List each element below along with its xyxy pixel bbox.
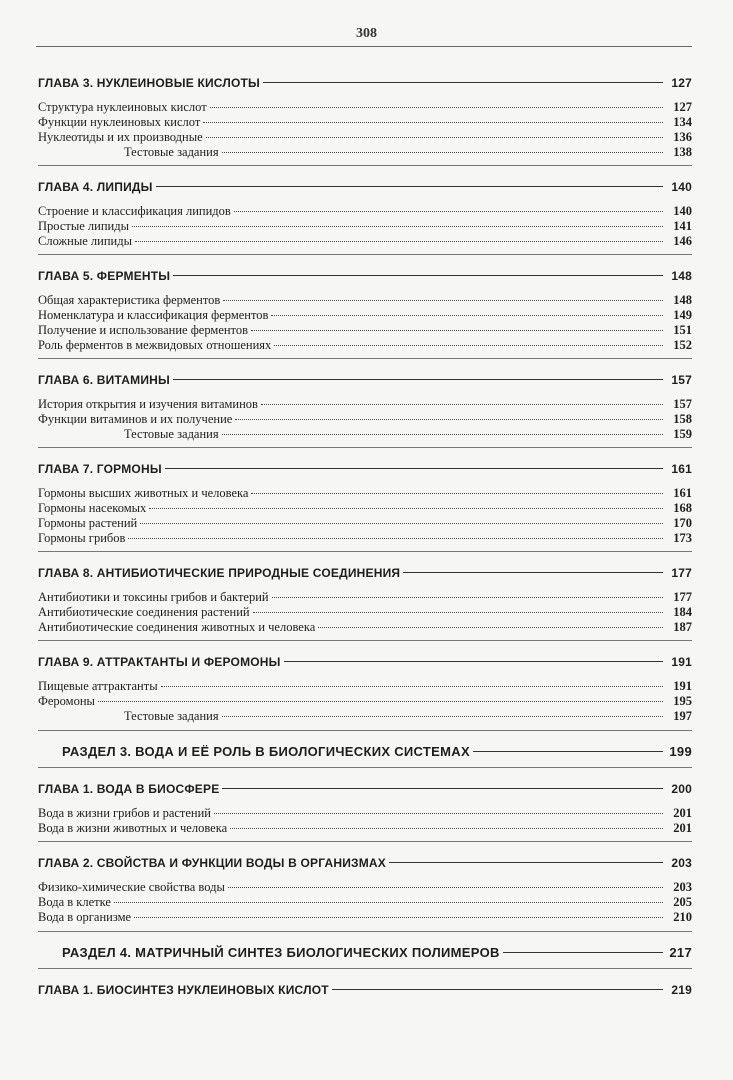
chapter-divider xyxy=(38,551,692,552)
toc-entry[interactable] xyxy=(38,880,692,895)
toc-title: ГЛАВА 7. ГОРМОНЫ xyxy=(38,462,162,476)
leader-dots xyxy=(223,300,663,301)
leader-dots xyxy=(222,434,663,435)
toc-page-number: 151 xyxy=(673,323,692,337)
toc-page-number: 195 xyxy=(673,694,692,708)
leader-dots xyxy=(263,82,663,83)
toc-title: ГЛАВА 5. ФЕРМЕНТЫ xyxy=(38,269,171,283)
spacer xyxy=(38,961,692,963)
toc-title: Тестовые задания xyxy=(124,145,219,159)
leader-dots xyxy=(332,989,663,990)
toc-test[interactable] xyxy=(38,427,692,442)
toc-group xyxy=(38,373,692,442)
toc-entry[interactable] xyxy=(38,590,692,605)
spacer xyxy=(38,388,692,397)
toc-chapter[interactable] xyxy=(38,462,692,477)
toc-title: Гормоны растений xyxy=(38,516,138,530)
toc-group xyxy=(38,76,692,160)
leader-dots xyxy=(271,315,663,316)
toc-entry[interactable] xyxy=(38,130,692,145)
toc-chapter[interactable] xyxy=(38,76,692,91)
toc-page-number: 136 xyxy=(673,130,692,144)
toc-page-number: 146 xyxy=(673,234,692,248)
toc-group xyxy=(38,655,692,762)
toc-group xyxy=(38,462,692,546)
toc-chapter[interactable] xyxy=(38,782,692,797)
leader-dots xyxy=(222,788,663,789)
chapter-divider xyxy=(38,165,692,166)
toc-page-number: 170 xyxy=(673,516,692,530)
toc-title: Тестовые задания xyxy=(124,427,219,441)
toc-test[interactable] xyxy=(38,709,692,724)
toc-title: Гормоны высших животных и человека xyxy=(38,486,249,500)
leader-dots xyxy=(134,917,663,918)
chapter-divider xyxy=(38,447,692,448)
toc-page-number: 199 xyxy=(669,744,692,759)
leader-dots xyxy=(114,902,663,903)
leader-dots xyxy=(161,686,663,687)
chapter-divider xyxy=(38,841,692,842)
leader-dots xyxy=(503,952,663,953)
toc-entry[interactable] xyxy=(38,910,692,925)
toc-chapter[interactable] xyxy=(38,373,692,388)
leader-dots xyxy=(251,330,663,331)
toc-title: Получение и использование ферментов xyxy=(38,323,249,337)
toc-title: Вода в клетке xyxy=(38,895,111,909)
header-rule xyxy=(36,46,692,47)
toc-page-number: 127 xyxy=(673,100,692,114)
spacer xyxy=(38,797,692,806)
toc-page-number: 158 xyxy=(673,412,692,426)
toc-entry[interactable] xyxy=(38,486,692,501)
toc-title: Строение и классификация липидов xyxy=(38,204,231,218)
toc-page-number: 184 xyxy=(673,605,692,619)
toc-entry[interactable] xyxy=(38,531,692,546)
toc-page-number: 157 xyxy=(673,397,692,411)
toc-title: История открытия и изучения витаминов xyxy=(38,397,258,411)
toc-title: ГЛАВА 6. ВИТАМИНЫ xyxy=(38,373,170,387)
toc-page-number: 187 xyxy=(673,620,692,634)
toc-page-number: 191 xyxy=(673,679,692,693)
toc-entry[interactable] xyxy=(38,100,692,115)
toc-page-number: 148 xyxy=(671,269,692,283)
leader-dots xyxy=(132,226,663,227)
leader-dots xyxy=(156,186,663,187)
toc-group xyxy=(38,983,692,1007)
spacer xyxy=(38,284,692,293)
toc-entry[interactable] xyxy=(38,605,692,620)
toc-page-number: 191 xyxy=(671,655,692,669)
toc-title: Антибиотические соединения животных и человека xyxy=(38,620,316,634)
toc-page-number: 177 xyxy=(671,566,692,580)
leader-dots xyxy=(222,152,663,153)
toc-entry[interactable] xyxy=(38,234,692,249)
toc-title: Функции нуклеиновых кислот xyxy=(38,115,201,129)
leader-dots xyxy=(135,241,663,242)
leader-dots xyxy=(272,597,663,598)
toc-title: Вода в жизни грибов и растений xyxy=(38,806,211,820)
chapter-divider xyxy=(38,968,692,969)
toc-entry[interactable] xyxy=(38,501,692,516)
leader-dots xyxy=(210,107,663,108)
toc-title: ГЛАВА 9. АТТРАКТАНТЫ И ФЕРОМОНЫ xyxy=(38,655,281,669)
toc-entry[interactable] xyxy=(38,516,692,531)
leader-dots xyxy=(222,716,663,717)
toc-title: Простые липиды xyxy=(38,219,129,233)
toc-page-number: 159 xyxy=(673,427,692,441)
toc-entry[interactable] xyxy=(38,397,692,412)
toc-entry[interactable] xyxy=(38,620,692,635)
toc-group xyxy=(38,566,692,635)
toc-title: Антибиотики и токсины грибов и бактерий xyxy=(38,590,269,604)
section-divider xyxy=(38,931,692,932)
toc-test[interactable] xyxy=(38,145,692,160)
toc-title: ГЛАВА 4. ЛИПИДЫ xyxy=(38,180,153,194)
toc-page-number: 152 xyxy=(673,338,692,352)
toc-title: Роль ферментов в межвидовых отношениях xyxy=(38,338,272,352)
toc-title: ГЛАВА 1. БИОСИНТЕЗ НУКЛЕИНОВЫХ КИСЛОТ xyxy=(38,983,329,997)
spacer xyxy=(38,871,692,880)
leader-dots xyxy=(274,345,663,346)
toc-title: РАЗДЕЛ 4. МАТРИЧНЫЙ СИНТЕЗ БИОЛОГИЧЕСКИХ ПОЛИМЕРОВ xyxy=(62,945,500,960)
section-divider xyxy=(38,730,692,731)
leader-dots xyxy=(284,661,663,662)
toc-entry[interactable] xyxy=(38,694,692,709)
spacer xyxy=(38,477,692,486)
toc-entry[interactable] xyxy=(38,895,692,910)
toc-page-number: 141 xyxy=(673,219,692,233)
toc-title: ГЛАВА 2. СВОЙСТВА И ФУНКЦИИ ВОДЫ В ОРГАНИЗМАХ xyxy=(38,856,387,870)
toc-page-number: 205 xyxy=(673,895,692,909)
toc-page-number: 201 xyxy=(673,806,692,820)
toc-chapter[interactable] xyxy=(38,983,692,998)
toc-title: ГЛАВА 1. ВОДА В БИОСФЕРЕ xyxy=(38,782,220,796)
toc-title: ГЛАВА 8. АНТИБИОТИЧЕСКИЕ ПРИРОДНЫЕ СОЕДИНЕНИЯ xyxy=(38,566,401,580)
toc-chapter[interactable] xyxy=(38,566,692,581)
toc-group xyxy=(38,782,692,836)
leader-dots xyxy=(389,862,663,863)
leader-dots xyxy=(318,627,663,628)
chapter-divider xyxy=(38,767,692,768)
toc-title: Вода в организме xyxy=(38,910,132,924)
table-of-contents xyxy=(38,76,692,1007)
toc-page-number: 197 xyxy=(673,709,692,723)
leader-dots xyxy=(214,813,663,814)
leader-dots xyxy=(140,523,663,524)
toc-entry[interactable] xyxy=(38,412,692,427)
toc-title: Вода в жизни животных и человека xyxy=(38,821,228,835)
chapter-divider xyxy=(38,358,692,359)
spacer xyxy=(38,195,692,204)
toc-page-number: 140 xyxy=(671,180,692,194)
leader-dots xyxy=(253,612,663,613)
toc-title: ГЛАВА 3. НУКЛЕИНОВЫЕ КИСЛОТЫ xyxy=(38,76,261,90)
chapter-divider xyxy=(38,254,692,255)
toc-title: Функции витаминов и их получение xyxy=(38,412,233,426)
leader-dots xyxy=(228,887,663,888)
spacer xyxy=(38,670,692,679)
toc-group xyxy=(38,180,692,249)
toc-group xyxy=(38,856,692,963)
toc-page-number: 161 xyxy=(671,462,692,476)
toc-title: Гормоны насекомых xyxy=(38,501,147,515)
leader-dots xyxy=(473,751,663,752)
leader-dots xyxy=(203,122,663,123)
spacer xyxy=(38,91,692,100)
toc-title: Физико-химические свойства воды xyxy=(38,880,225,894)
toc-page-number: 201 xyxy=(673,821,692,835)
toc-entry[interactable] xyxy=(38,338,692,353)
leader-dots xyxy=(173,275,663,276)
toc-section[interactable] xyxy=(38,743,692,760)
toc-page-number: 134 xyxy=(673,115,692,129)
toc-title: Тестовые задания xyxy=(124,709,219,723)
toc-page-number: 203 xyxy=(671,856,692,870)
toc-chapter[interactable] xyxy=(38,180,692,195)
toc-page-number: 200 xyxy=(671,782,692,796)
toc-page-number: 219 xyxy=(671,983,692,997)
leader-dots xyxy=(230,828,663,829)
toc-page-number: 217 xyxy=(669,945,692,960)
toc-page-number: 161 xyxy=(673,486,692,500)
toc-page-number: 148 xyxy=(673,293,692,307)
leader-dots xyxy=(149,508,663,509)
toc-title: Антибиотические соединения растений xyxy=(38,605,250,619)
toc-title: РАЗДЕЛ 3. ВОДА И ЕЁ РОЛЬ В БИОЛОГИЧЕСКИХ СИСТЕМАХ xyxy=(62,744,470,759)
leader-dots xyxy=(173,379,663,380)
toc-chapter[interactable] xyxy=(38,269,692,284)
toc-page-number: 149 xyxy=(673,308,692,322)
leader-dots xyxy=(128,538,663,539)
toc-chapter[interactable] xyxy=(38,655,692,670)
leader-dots xyxy=(165,468,663,469)
toc-page-number: 168 xyxy=(673,501,692,515)
toc-page-number: 177 xyxy=(673,590,692,604)
toc-group xyxy=(38,269,692,353)
toc-entry[interactable] xyxy=(38,821,692,836)
toc-title: Структура нуклеиновых кислот xyxy=(38,100,207,114)
chapter-divider xyxy=(38,640,692,641)
toc-page-number: 138 xyxy=(673,145,692,159)
leader-dots xyxy=(235,419,663,420)
toc-title: Пищевые аттрактанты xyxy=(38,679,158,693)
toc-title: Сложные липиды xyxy=(38,234,132,248)
spacer xyxy=(38,760,692,762)
toc-title: Общая характеристика ферментов xyxy=(38,293,221,307)
toc-title: Номенклатура и классификация ферментов xyxy=(38,308,269,322)
leader-dots xyxy=(98,701,663,702)
toc-title: Нуклеотиды и их производные xyxy=(38,130,203,144)
toc-page-number: 210 xyxy=(673,910,692,924)
leader-dots xyxy=(403,572,663,573)
toc-page-number: 157 xyxy=(671,373,692,387)
toc-page-number: 203 xyxy=(673,880,692,894)
toc-page-number: 173 xyxy=(673,531,692,545)
toc-title: Гормоны грибов xyxy=(38,531,126,545)
spacer xyxy=(38,581,692,590)
page-number: 308 xyxy=(356,26,377,41)
leader-dots xyxy=(234,211,663,212)
toc-section[interactable] xyxy=(38,944,692,961)
toc-page-number: 127 xyxy=(671,76,692,90)
toc-entry[interactable] xyxy=(38,806,692,821)
spacer xyxy=(38,998,692,1007)
leader-dots xyxy=(261,404,663,405)
toc-entry[interactable] xyxy=(38,293,692,308)
toc-entry[interactable] xyxy=(38,115,692,130)
toc-entry[interactable] xyxy=(38,323,692,338)
leader-dots xyxy=(206,137,663,138)
toc-entry[interactable] xyxy=(38,204,692,219)
toc-title: Феромоны xyxy=(38,694,95,708)
toc-entry[interactable] xyxy=(38,679,692,694)
toc-page-number: 140 xyxy=(673,204,692,218)
toc-entry[interactable] xyxy=(38,308,692,323)
leader-dots xyxy=(251,493,663,494)
toc-chapter[interactable] xyxy=(38,856,692,871)
toc-entry[interactable] xyxy=(38,219,692,234)
